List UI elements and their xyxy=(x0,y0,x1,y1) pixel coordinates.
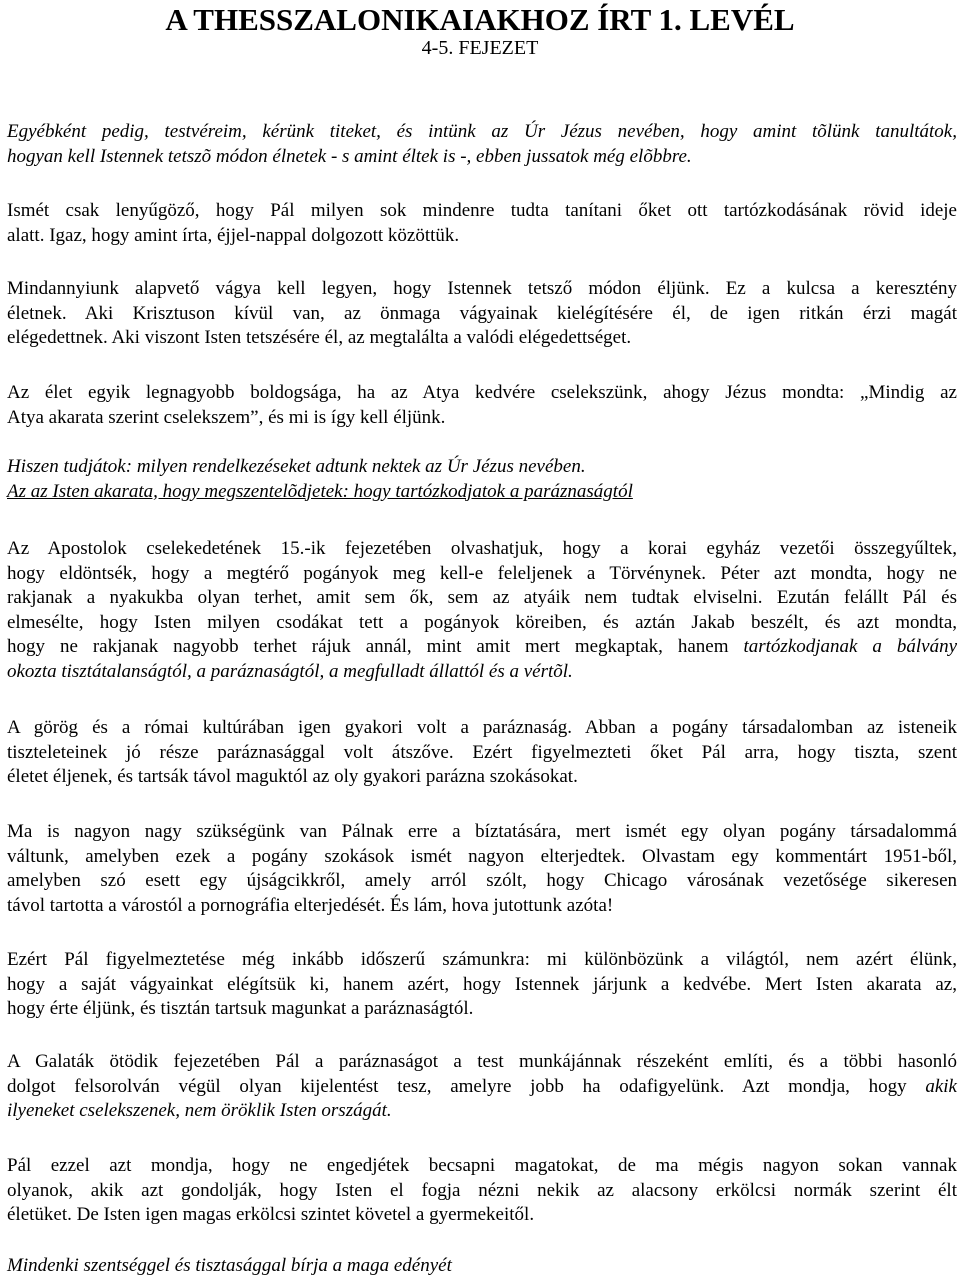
scripture-quote-1 xyxy=(7,120,957,169)
text-line: Mindannyiunk alapvető vágya kell legyen, hogy Istennek tetsző módon éljünk. Ez a kulcsa a keresztény xyxy=(7,278,957,299)
text-line-italic: okozta tisztátalanságtól, a paráznaságtól, a megfulladt állattól és a vértõl. xyxy=(7,660,573,682)
page-subtitle: 4-5. FEJEZET xyxy=(421,37,539,59)
text-run: dolgot felsorolván végül olyan kijelentést tesz, amelyre jobb ha odafigyelünk. Azt mondja, hogy xyxy=(7,1075,907,1097)
text-line: életnek. Aki Krisztuson kívül van, az önmaga vágyainak kielégítésére él, de igen ritkán érzi magát xyxy=(7,302,957,324)
text-run: hogy ne rakjanak nagyobb terhet rájuk annál, mint amit mert megkaptak, hanem xyxy=(7,636,729,657)
text-line: Egyébként pedig, testvéreim, kérünk titeket, és intünk az Úr Jézus nevében, hogy amint tõlünk tanultátok, xyxy=(7,121,957,142)
page-title: A THESSZALONIKAIAKHOZ ÍRT 1. LEVÉL xyxy=(165,2,795,37)
text-line: tiszteleteinek jó része paráznasággal volt átszőve. Ezért figyelmezteti őket Pál arra, hogy tiszta, szent xyxy=(7,741,957,763)
text-line: Hiszen tudjátok: milyen rendelkezéseket adtunk nektek az Úr Jézus nevében. xyxy=(7,456,586,477)
text-line: életet éljenek, és tartsák távol maguktól az oly gyakori parázna szokásokat. xyxy=(7,766,578,787)
text-line: elégedettnek. Aki viszont Isten tetszésére él, az megtalálta a valódi elégedettséget. xyxy=(7,327,632,348)
text-line: A görög és a római kultúrában igen gyakori volt a paráznaság. Abban a pogány társadalomban az isteneik xyxy=(7,717,957,738)
text-line: Mindenki szentséggel és tisztasággal bírja a maga edényét xyxy=(7,1255,452,1276)
text-line: váltunk, amelyben ezek a pogány szokások ismét nagyon elterjedtek. Olvastam egy kommentárt 1951-ből, xyxy=(7,845,957,867)
text-line: Ismét csak lenyűgöző, hogy Pál milyen sok mindenre tudta tanítani őket ott tartózkodásának rövid ideje xyxy=(7,200,957,221)
paragraph xyxy=(7,716,957,790)
text-line: elmesélte, hogy Isten milyen csodákat tett a pogányok köreiben, és aztán Jakab beszélt, és azt mondta, xyxy=(7,611,957,633)
text-line: hogy a saját vágyainkat elégítsük ki, hanem azért, hogy Istennek járjunk a kedvébe. Mert Isten akarata az, xyxy=(7,973,957,995)
paragraph xyxy=(7,1154,957,1228)
text-line xyxy=(7,635,957,660)
paragraph xyxy=(7,820,957,918)
text-line: Atya akarata szerint cselekszem”, és mi is így kell éljünk. xyxy=(7,406,446,428)
scripture-quote-2 xyxy=(7,455,957,504)
text-line-italic: ilyeneket cselekszenek, nem öröklik Isten országát. xyxy=(7,1100,392,1121)
text-line: Pál ezzel azt mondja, hogy ne engedjétek becsapni magatokat, de ma mégis nagyon sokan vannak xyxy=(7,1155,957,1176)
text-line: távol tartotta a várostól a pornográfia elterjedését. És lám, hova jutottunk azóta! xyxy=(7,894,614,916)
paragraph xyxy=(7,277,957,351)
paragraph xyxy=(7,537,957,684)
paragraph xyxy=(7,1050,957,1124)
text-line: hogyan kell Istennek tetszõ módon élnetek - s amint éltek is -, ebben jussatok még elõbbre. xyxy=(7,145,692,167)
text-line: amelyben szó esett egy újságcikkről, amely arról szólt, hogy Chicago városának vezetősége sikeresen xyxy=(7,870,957,891)
text-line: Ma is nagyon nagy szükségünk van Pálnak erre a bíztatására, mert ismét egy olyan pogány társadalommá xyxy=(7,821,957,842)
text-line: rakjanak a nyakukba olyan terhet, amit sem ők, sem az atyáik nem tudtak elviselni. Ezután felállt Pál és xyxy=(7,587,957,608)
text-line: olyanok, akik azt gondolják, hogy Isten el fogja nézni nekik az alacsony erkölcsi normák szerint élt xyxy=(7,1179,957,1201)
text-run-italic: akik xyxy=(925,1075,957,1097)
text-run-italic: tartózkodjanak a bálvány xyxy=(743,636,958,657)
text-line: hogy érte éljünk, és tisztán tartsuk magunkat a paráznaságtól. xyxy=(7,998,474,1019)
paragraph xyxy=(7,381,957,430)
text-line: életüket. De Isten igen magas erkölcsi szintet követel a gyermekeitől. xyxy=(7,1204,535,1225)
scripture-quote-3 xyxy=(7,1254,957,1279)
text-line-underlined: Az az Isten akarata, hogy megszentelõdjetek: hogy tartózkodjatok a paráznaságtól xyxy=(7,480,633,502)
text-line: Ezért Pál figyelmeztetése még inkább időszerű számunkra: mi különbözünk a világtól, nem azért élünk, xyxy=(7,949,957,970)
text-line: Az Apostolok cselekedetének 15.-ik fejezetében olvashatjuk, hogy a korai egyház vezetői összegyűltek, xyxy=(7,538,957,559)
text-line: A Galaták ötödik fejezetében Pál a paráznaságot a test munkájánnak részeként említi, és a többi hasonló xyxy=(7,1051,957,1072)
text-line: hogy eldöntsék, hogy a megtérő pogányok meg kell-e feleljenek a Törvénynek. Péter azt mondta, hogy ne xyxy=(7,562,957,584)
text-line: alatt. Igaz, hogy amint írta, éjjel-nappal dolgozott közöttük. xyxy=(7,224,460,246)
text-line xyxy=(7,1075,957,1100)
paragraph xyxy=(7,199,957,248)
text-line: Az élet egyik legnagyobb boldogsága, ha az Atya kedvére cselekszünk, ahogy Jézus mondta: „Mindig az xyxy=(7,382,957,403)
paragraph xyxy=(7,948,957,1022)
